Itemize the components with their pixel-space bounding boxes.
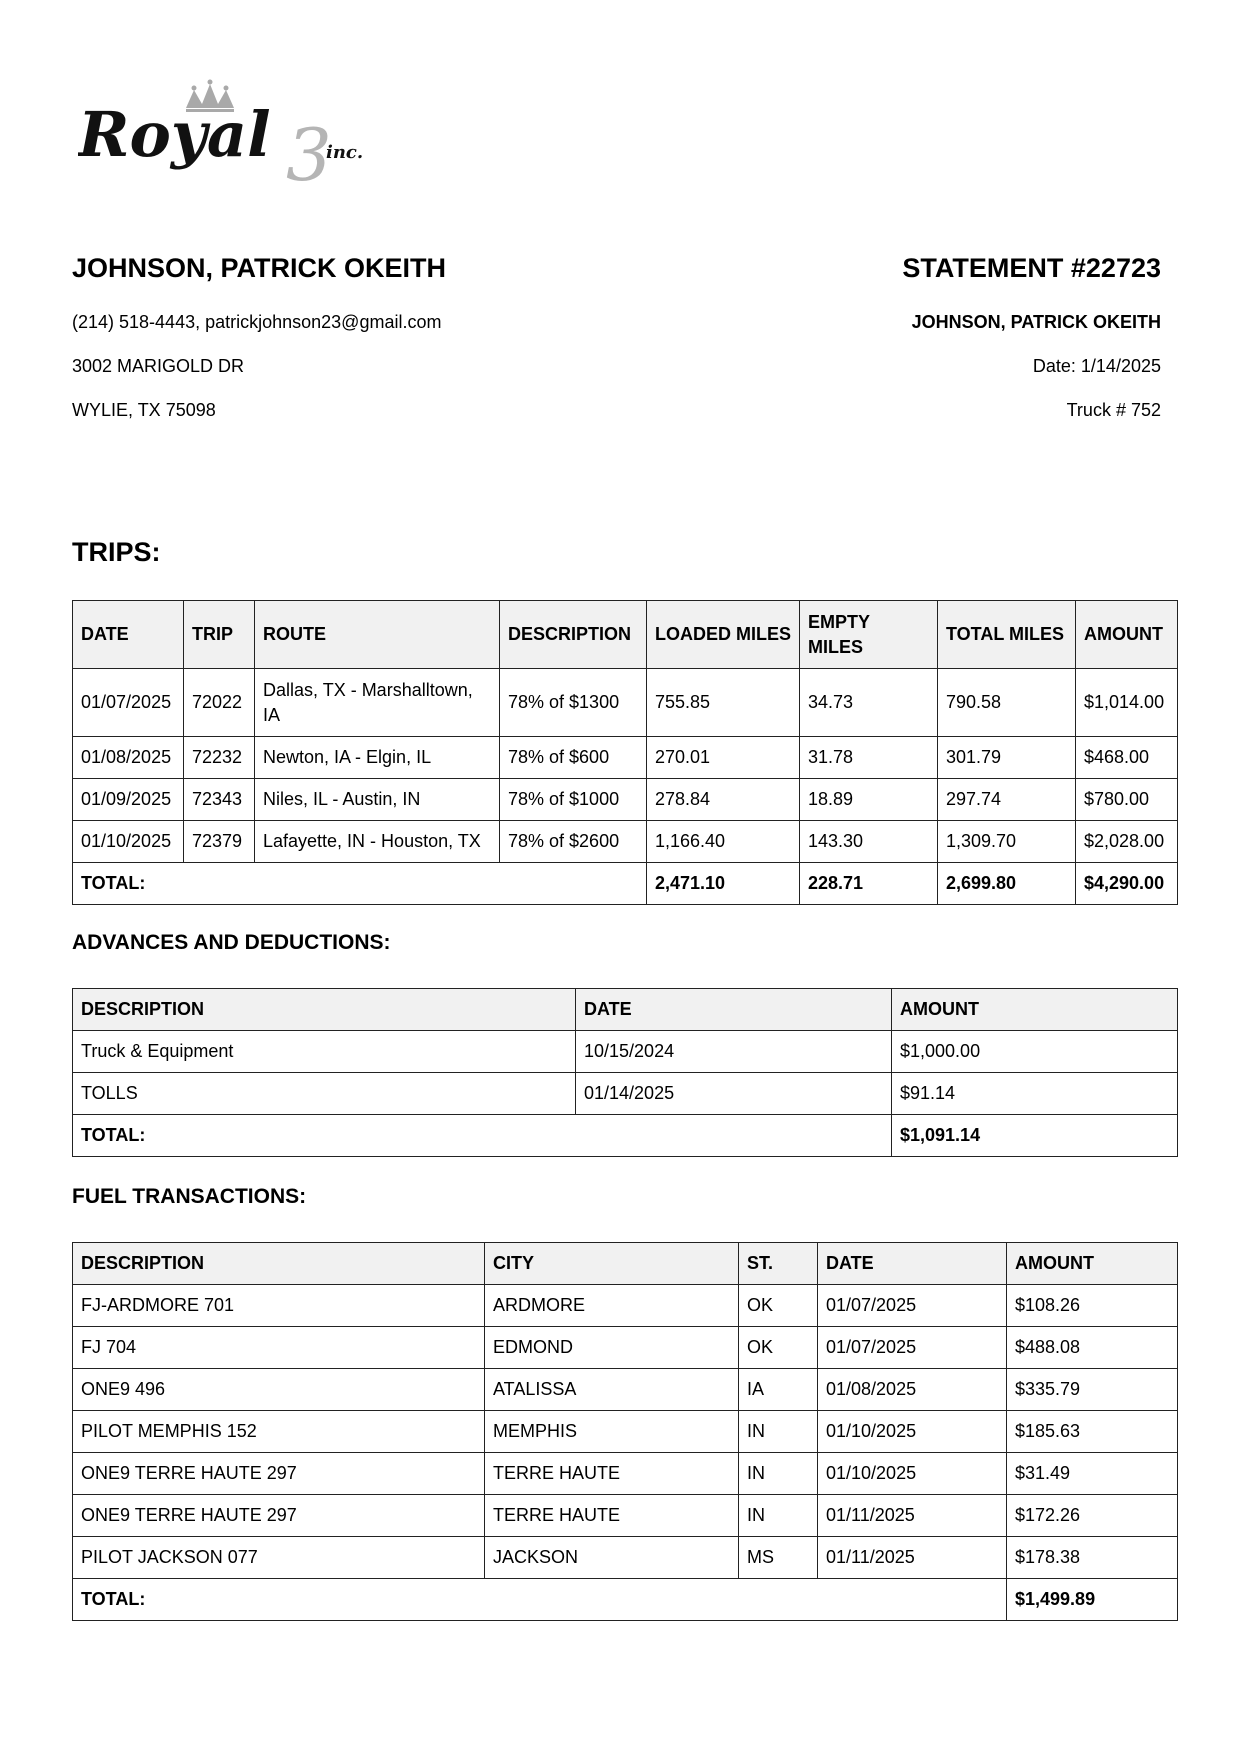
advance-description: TOLLS [73, 1073, 576, 1115]
driver-address-line2: WYLIE, TX 75098 [72, 400, 216, 420]
trips-header-description: DESCRIPTION [500, 601, 647, 669]
fuel-description: FJ 704 [73, 1327, 485, 1369]
advances-total-row [73, 1115, 1178, 1157]
table-row [73, 1537, 1178, 1579]
fuel-amount: $178.38 [1007, 1537, 1178, 1579]
fuel-amount: $335.79 [1007, 1369, 1178, 1411]
fuel-amount: $108.26 [1007, 1285, 1178, 1327]
advances-table [72, 988, 1178, 1157]
trips-total-empty-miles: 228.71 [800, 863, 938, 905]
table-row [73, 1411, 1178, 1453]
fuel-date: 01/10/2025 [818, 1411, 1007, 1453]
trip-total-miles: 790.58 [938, 669, 1076, 737]
trip-number: 72232 [184, 737, 255, 779]
fuel-header-row [73, 1243, 1178, 1285]
fuel-state: IN [739, 1495, 818, 1537]
logo-numeral-text: 3 [286, 113, 332, 188]
trip-empty-miles: 34.73 [800, 669, 938, 737]
trip-date: 01/09/2025 [73, 779, 184, 821]
advances-total-label: TOTAL: [73, 1115, 892, 1157]
fuel-state: MS [739, 1537, 818, 1579]
fuel-city: TERRE HAUTE [485, 1453, 739, 1495]
trips-header-amount: AMOUNT [1076, 601, 1178, 669]
advances-header-description: DESCRIPTION [73, 989, 576, 1031]
trip-route: Newton, IA - Elgin, IL [255, 737, 500, 779]
trips-header-total-miles: TOTAL MILES [938, 601, 1076, 669]
fuel-city: JACKSON [485, 1537, 739, 1579]
trip-total-miles: 297.74 [938, 779, 1076, 821]
trip-date: 01/10/2025 [73, 821, 184, 863]
trip-total-miles: 301.79 [938, 737, 1076, 779]
advances-header-amount: AMOUNT [892, 989, 1178, 1031]
fuel-state: IN [739, 1453, 818, 1495]
trip-amount: $2,028.00 [1076, 821, 1178, 863]
trip-total-miles: 1,309.70 [938, 821, 1076, 863]
table-row [73, 1285, 1178, 1327]
fuel-header-date: DATE [818, 1243, 1007, 1285]
trip-date: 01/07/2025 [73, 669, 184, 737]
trip-description: 78% of $1300 [500, 669, 647, 737]
fuel-amount: $488.08 [1007, 1327, 1178, 1369]
fuel-state: IN [739, 1411, 818, 1453]
trip-number: 72379 [184, 821, 255, 863]
fuel-header-amount: AMOUNT [1007, 1243, 1178, 1285]
trip-amount: $780.00 [1076, 779, 1178, 821]
table-row [73, 1327, 1178, 1369]
statement-date: Date: 1/14/2025 [1032, 356, 1161, 376]
trip-loaded-miles: 278.84 [647, 779, 800, 821]
trip-empty-miles: 143.30 [800, 821, 938, 863]
table-row [73, 1369, 1178, 1411]
trip-route: Niles, IL - Austin, IN [255, 779, 500, 821]
advance-description: Truck & Equipment [73, 1031, 576, 1073]
advances-section-title: ADVANCES AND DEDUCTIONS: [72, 931, 391, 954]
table-row [73, 669, 1178, 737]
fuel-total-amount: $1,499.89 [1007, 1579, 1178, 1621]
logo-suffix-text: inc. [326, 142, 364, 163]
trip-amount: $468.00 [1076, 737, 1178, 779]
table-row [73, 1073, 1178, 1115]
trips-total-amount: $4,290.00 [1076, 863, 1178, 905]
fuel-total-label: TOTAL: [73, 1579, 1007, 1621]
crown-icon [78, 78, 388, 188]
trip-number: 72022 [184, 669, 255, 737]
fuel-amount: $31.49 [1007, 1453, 1178, 1495]
fuel-state: OK [739, 1285, 818, 1327]
logo-main-text: Royal [78, 98, 271, 171]
trips-total-total-miles: 2,699.80 [938, 863, 1076, 905]
table-row [73, 779, 1178, 821]
fuel-city: ATALISSA [485, 1369, 739, 1411]
trips-header-loaded-miles: LOADED MILES [647, 601, 800, 669]
trip-description: 78% of $600 [500, 737, 647, 779]
fuel-description: FJ-ARDMORE 701 [73, 1285, 485, 1327]
table-row [73, 1495, 1178, 1537]
trip-description: 78% of $1000 [500, 779, 647, 821]
advances-header-row [73, 989, 1178, 1031]
table-row [73, 1031, 1178, 1073]
statement-driver-name: JOHNSON, PATRICK OKEITH [911, 312, 1161, 332]
fuel-header-city: CITY [485, 1243, 739, 1285]
fuel-amount: $172.26 [1007, 1495, 1178, 1537]
fuel-header-description: DESCRIPTION [73, 1243, 485, 1285]
trip-number: 72343 [184, 779, 255, 821]
fuel-description: PILOT MEMPHIS 152 [73, 1411, 485, 1453]
table-row [73, 1453, 1178, 1495]
fuel-description: ONE9 TERRE HAUTE 297 [73, 1495, 485, 1537]
trip-route: Dallas, TX - Marshalltown, IA [255, 669, 500, 737]
trips-header-route: ROUTE [255, 601, 500, 669]
company-logo [78, 78, 388, 188]
advance-date: 10/15/2024 [576, 1031, 892, 1073]
trip-date: 01/08/2025 [73, 737, 184, 779]
fuel-amount: $185.63 [1007, 1411, 1178, 1453]
fuel-city: MEMPHIS [485, 1411, 739, 1453]
trip-amount: $1,014.00 [1076, 669, 1178, 737]
advance-amount: $91.14 [892, 1073, 1178, 1115]
trips-table [72, 600, 1178, 905]
fuel-header-state: ST. [739, 1243, 818, 1285]
advance-amount: $1,000.00 [892, 1031, 1178, 1073]
fuel-date: 01/07/2025 [818, 1285, 1007, 1327]
fuel-table [72, 1242, 1178, 1621]
advance-date: 01/14/2025 [576, 1073, 892, 1115]
fuel-city: ARDMORE [485, 1285, 739, 1327]
trips-section-title: TRIPS: [72, 537, 161, 567]
trips-total-label: TOTAL: [73, 863, 647, 905]
trips-header-empty-miles: EMPTY MILES [800, 601, 938, 669]
fuel-date: 01/10/2025 [818, 1453, 1007, 1495]
trip-loaded-miles: 1,166.40 [647, 821, 800, 863]
statement-truck: Truck # 752 [1066, 400, 1161, 420]
fuel-city: TERRE HAUTE [485, 1495, 739, 1537]
fuel-total-row [73, 1579, 1178, 1621]
fuel-date: 01/11/2025 [818, 1495, 1007, 1537]
advances-total-amount: $1,091.14 [892, 1115, 1178, 1157]
trips-header-trip: TRIP [184, 601, 255, 669]
fuel-section-title: FUEL TRANSACTIONS: [72, 1185, 307, 1208]
fuel-date: 01/11/2025 [818, 1537, 1007, 1579]
trips-header-row [73, 601, 1178, 669]
trip-description: 78% of $2600 [500, 821, 647, 863]
trips-total-row [73, 863, 1178, 905]
fuel-city: EDMOND [485, 1327, 739, 1369]
driver-contact: (214) 518-4443, patrickjohnson23@gmail.com [72, 312, 442, 332]
fuel-date: 01/08/2025 [818, 1369, 1007, 1411]
trip-loaded-miles: 755.85 [647, 669, 800, 737]
trip-empty-miles: 31.78 [800, 737, 938, 779]
trip-empty-miles: 18.89 [800, 779, 938, 821]
statement-number-heading: STATEMENT #22723 [902, 253, 1161, 283]
trip-loaded-miles: 270.01 [647, 737, 800, 779]
trips-header-date: DATE [73, 601, 184, 669]
table-row [73, 737, 1178, 779]
fuel-description: PILOT JACKSON 077 [73, 1537, 485, 1579]
driver-name-heading: JOHNSON, PATRICK OKEITH [72, 253, 447, 283]
fuel-description: ONE9 496 [73, 1369, 485, 1411]
trip-route: Lafayette, IN - Houston, TX [255, 821, 500, 863]
driver-address-line1: 3002 MARIGOLD DR [72, 356, 245, 376]
fuel-date: 01/07/2025 [818, 1327, 1007, 1369]
fuel-state: IA [739, 1369, 818, 1411]
advances-header-date: DATE [576, 989, 892, 1031]
table-row [73, 821, 1178, 863]
trips-total-loaded-miles: 2,471.10 [647, 863, 800, 905]
fuel-state: OK [739, 1327, 818, 1369]
fuel-description: ONE9 TERRE HAUTE 297 [73, 1453, 485, 1495]
